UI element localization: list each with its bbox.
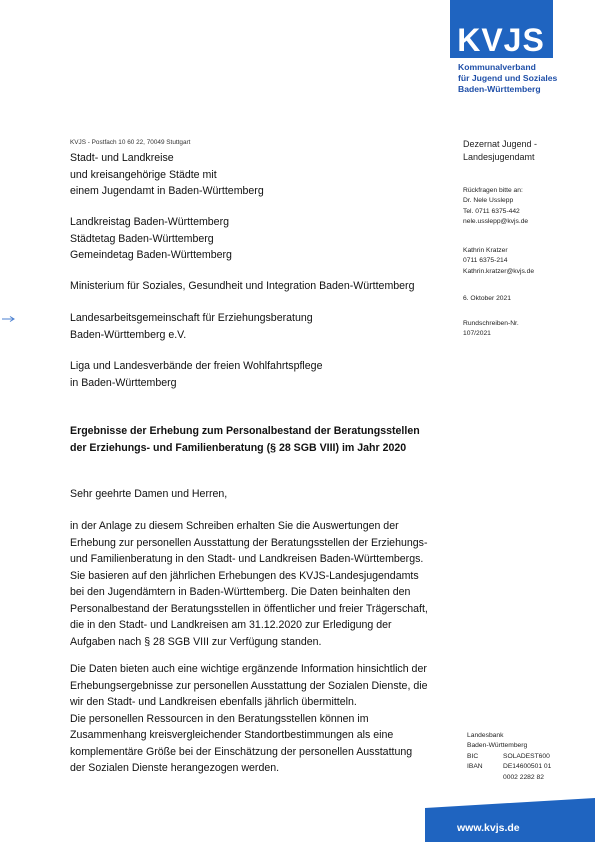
sender-return-address: KVJS - Postfach 10 60 22, 70049 Stuttgart bbox=[70, 139, 191, 146]
paragraph-line: bei den Jugendämtern in Baden-Württemberg. Die Daten beinhalten den bbox=[70, 586, 411, 598]
circular-number bbox=[463, 319, 519, 340]
subject-line: der Erziehungs- und Familienberatung (§ 28 SGB VIII) im Jahr 2020 bbox=[70, 441, 407, 454]
contact-line: Kathrin Kratzer bbox=[463, 247, 508, 254]
letter-date: 6. Oktober 2021 bbox=[463, 295, 511, 302]
recipient-line: Gemeindetag Baden-Württemberg bbox=[70, 249, 232, 261]
recipient-line: Baden-Württemberg e.V. bbox=[70, 328, 187, 341]
bic-value: SOLADEST600 bbox=[503, 752, 550, 760]
contact-line: Tel. 0711 6375-442 bbox=[463, 207, 520, 215]
recipient-line: Stadt- und Landkreise bbox=[70, 152, 174, 164]
footer-band bbox=[0, 790, 595, 842]
body-paragraph bbox=[70, 518, 428, 650]
bank-details bbox=[467, 731, 551, 783]
logo-tagline bbox=[458, 62, 557, 95]
recipient-group bbox=[70, 358, 322, 391]
body-paragraph bbox=[70, 661, 427, 777]
circular-line: Rundschreiben-Nr. bbox=[463, 320, 519, 327]
contact-line: Rückfragen bitte an: bbox=[463, 187, 523, 194]
iban-row-continued bbox=[467, 773, 551, 783]
paragraph-line: Zusammenhang kreisvergleichender Standortbestimmungen als eine bbox=[70, 729, 394, 741]
letter-subject bbox=[70, 423, 420, 456]
paragraph-line: in der Anlage zu diesem Schreiben erhalten Sie die Auswertungen der bbox=[70, 520, 399, 532]
recipient-line: in Baden-Württemberg bbox=[70, 376, 177, 389]
bank-name-line: Landesbank bbox=[467, 732, 504, 739]
logo-wordmark: KVJS bbox=[457, 22, 545, 58]
paragraph-line: Sie basieren auf den jährlichen Erhebungen des KVJS-Landesjugendamts bbox=[70, 569, 419, 582]
contact-line: 0711 6375-214 bbox=[463, 257, 508, 265]
recipient-line: Landkreistag Baden-Württemberg bbox=[70, 216, 229, 228]
iban-value: 0002 2282 82 bbox=[503, 773, 544, 781]
paragraph-line: Aufgaben nach § 28 SGB VIII zur Verfügung standen. bbox=[70, 635, 322, 648]
paragraph-line: komplementäre Größe bei der Einschätzung der personellen Ausstattung bbox=[70, 745, 413, 758]
contact-line: Kathrin.kratzer@kvjs.de bbox=[463, 267, 535, 275]
paragraph-line: der Sozialen Dienste herangezogen werden. bbox=[70, 762, 280, 774]
recipient-group bbox=[70, 278, 414, 295]
contact-block bbox=[463, 246, 534, 277]
contact-block bbox=[463, 186, 528, 227]
paragraph-line: Erhebung zur personellen Ausstattung der Beratungsstellen der Erziehungs- bbox=[70, 536, 428, 549]
department-line: Landesjugendamt bbox=[463, 152, 535, 162]
recipient-line: einem Jugendamt in Baden-Württemberg bbox=[70, 185, 264, 197]
iban-row bbox=[467, 762, 551, 772]
fold-mark-icon bbox=[2, 309, 16, 315]
recipient-line: und kreisangehörige Städte mit bbox=[70, 168, 217, 181]
recipient-line: Ministerium für Soziales, Gesundheit und Integration Baden-Württemberg bbox=[70, 280, 415, 292]
department-line: Dezernat Jugend - bbox=[463, 139, 538, 149]
recipient-group bbox=[70, 310, 313, 343]
logo-tagline-line: für Jugend und Soziales bbox=[458, 73, 558, 83]
paragraph-line: die in den Stadt- und Landkreisen am 31.12.2020 zur Erledigung der bbox=[70, 619, 392, 631]
recipient-group bbox=[70, 150, 264, 200]
iban-value: DE14600501 01 bbox=[503, 763, 552, 771]
contact-line: nele.usslepp@kvjs.de bbox=[463, 217, 529, 225]
iban-label: IBAN bbox=[467, 763, 483, 771]
kvjs-logo bbox=[450, 0, 553, 58]
subject-line: Ergebnisse der Erhebung zum Personalbestand der Beratungsstellen bbox=[70, 425, 420, 437]
recipient-line: Landesarbeitsgemeinschaft für Erziehungsberatung bbox=[70, 312, 313, 324]
paragraph-line: Personalbestand der Beratungsstellen in öffentlicher und freier Trägerschaft, bbox=[70, 602, 428, 615]
paragraph-line: Erhebungsergebnisse zur personellen Ausstattung der Sozialen Dienste, die bbox=[70, 679, 428, 692]
paragraph-line: Die personellen Ressourcen in den Beratungsstellen können im bbox=[70, 712, 369, 725]
recipient-group bbox=[70, 214, 232, 264]
logo-tagline-line: Kommunalverband bbox=[458, 62, 536, 72]
bic-label: BIC bbox=[467, 752, 479, 760]
paragraph-line: wir den Stadt- und Landkreisen ebenfalls jährlich übermitteln. bbox=[70, 696, 357, 708]
department-info bbox=[463, 138, 537, 164]
contact-line: Dr. Nele Usslepp bbox=[463, 197, 514, 205]
paragraph-line: Die Daten bieten auch eine wichtige ergänzende Information hinsichtlich der bbox=[70, 663, 427, 675]
salutation: Sehr geehrte Damen und Herren, bbox=[70, 488, 228, 500]
bank-name-line: Baden-Württemberg bbox=[467, 742, 528, 750]
bic-row bbox=[467, 752, 551, 762]
footer-website-link[interactable]: www.kvjs.de bbox=[457, 822, 520, 834]
recipient-line: Städtetag Baden-Württemberg bbox=[70, 232, 214, 245]
logo-tagline-line: Baden-Württemberg bbox=[458, 84, 541, 94]
paragraph-line: und Familienberatung in den Stadt- und Landkreisen Baden-Württembergs. bbox=[70, 553, 424, 565]
circular-line: 107/2021 bbox=[463, 330, 491, 338]
recipient-line: Liga und Landesverbände der freien Wohlfahrtspflege bbox=[70, 360, 323, 372]
